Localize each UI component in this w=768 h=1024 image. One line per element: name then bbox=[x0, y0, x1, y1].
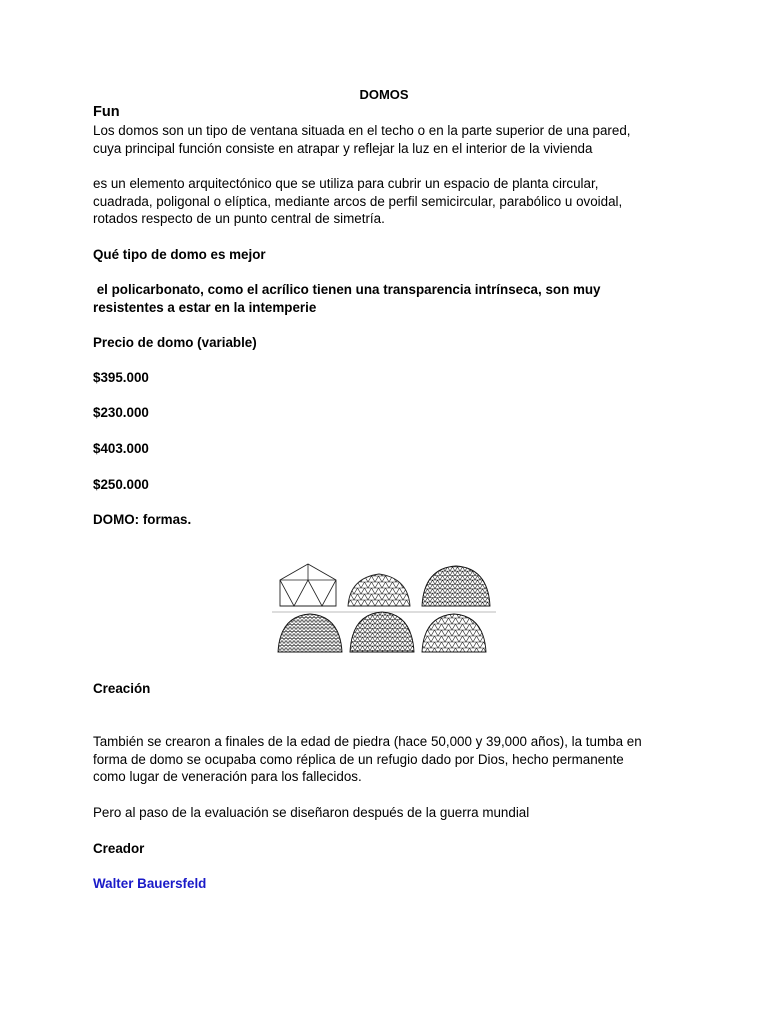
creation-heading: Creación bbox=[93, 681, 151, 696]
text-line: es un elemento arquitectónico que se utiliza para cubrir un espacio de planta circular, bbox=[93, 176, 599, 191]
creator-heading: Creador bbox=[93, 841, 145, 856]
dome-shape-4 bbox=[276, 612, 344, 654]
best-dome-paragraph bbox=[93, 281, 673, 316]
price-item: $395.000 bbox=[93, 370, 149, 385]
text-line: También se crearon a finales de la edad de piedra (hace 50,000 y 39,000 años), la tumba en bbox=[93, 734, 642, 749]
document-title: DOMOS bbox=[359, 87, 409, 102]
evaluation-paragraph: Pero al paso de la evaluación se diseñaron después de la guerra mundial bbox=[93, 805, 530, 820]
price-item: $403.000 bbox=[93, 441, 149, 456]
dome-shape-1 bbox=[280, 564, 336, 606]
text-line: el policarbonato, como el acrílico tienen una transparencia intrínseca, son muy bbox=[93, 282, 601, 297]
text-line: Los domos son un tipo de ventana situada en el techo o en la parte superior de una pared, bbox=[93, 123, 631, 138]
text-line: rotados respecto de un punto central de simetría. bbox=[93, 211, 385, 226]
definition-paragraph bbox=[93, 175, 673, 228]
text-line: forma de domo se ocupaba como réplica de un refugio dado por Dios, hecho permanente bbox=[93, 751, 624, 767]
fun-heading: Fun bbox=[93, 104, 120, 120]
creation-paragraph bbox=[93, 733, 673, 786]
price-item: $250.000 bbox=[93, 477, 149, 492]
dome-shape-6 bbox=[420, 612, 488, 654]
price-heading: Precio de domo (variable) bbox=[93, 335, 257, 350]
shapes-heading: DOMO: formas. bbox=[93, 512, 192, 527]
creator-link[interactable]: Walter Bauersfeld bbox=[93, 876, 207, 891]
dome-shape-3 bbox=[420, 564, 492, 608]
dome-shapes-image bbox=[270, 558, 498, 670]
price-item: $230.000 bbox=[93, 405, 149, 420]
text-line: cuadrada, poligonal o elíptica, mediante arcos de perfil semicircular, parabólico u ovoidal, bbox=[93, 193, 623, 209]
intro-paragraph bbox=[93, 122, 673, 157]
text-line: como lugar de veneración para los fallecidos. bbox=[93, 769, 362, 784]
text-line: resistentes a estar en la intemperie bbox=[93, 299, 317, 315]
dome-shape-5 bbox=[348, 610, 416, 654]
best-dome-heading: Qué tipo de domo es mejor bbox=[93, 247, 266, 262]
dome-shape-2 bbox=[346, 572, 412, 608]
text-line: cuya principal función consiste en atrapar y reflejar la luz en el interior de la vivienda bbox=[93, 140, 593, 156]
